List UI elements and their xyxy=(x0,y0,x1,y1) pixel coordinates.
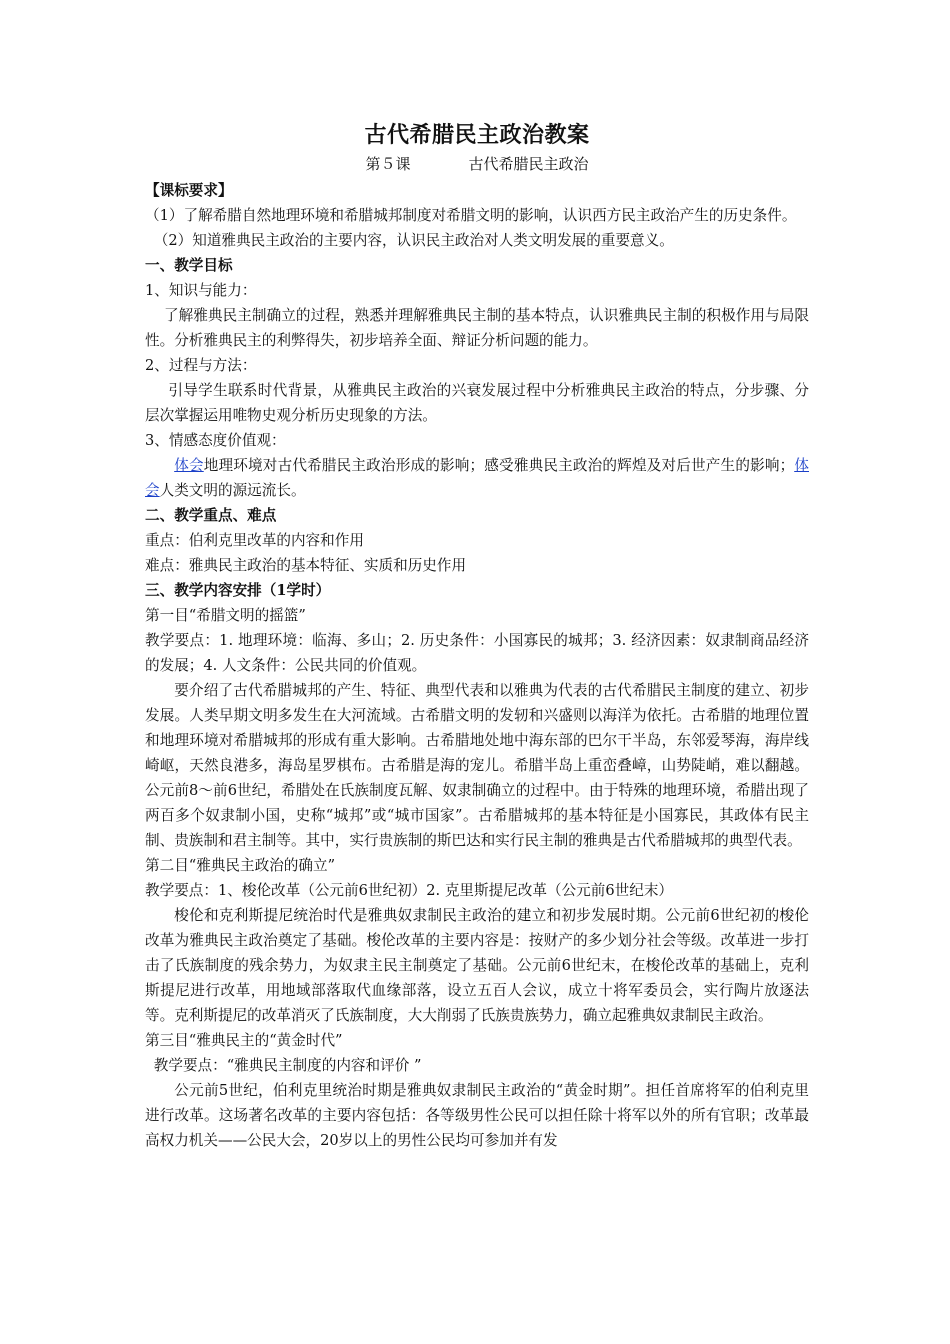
values-text-2: 人类文明的源远流长。 xyxy=(159,482,306,499)
part3-body: 公元前5世纪，伯利克里统治时期是雅典奴隶制民主政治的“黄金时期”。担任首席将军的伯利克里进行改革。这场著名改革的主要内容包括：各等级男性公民可以担任除十将军以外的所有官职；改革最高权力机关——公民大会，20岁以上的男性公民均可参加并有发 xyxy=(145,1082,809,1149)
objective-process-heading: 2、过程与方法： xyxy=(145,357,257,374)
document-subtitle xyxy=(145,152,809,176)
requirement-2: （2）知道雅典民主政治的主要内容，认识民主政治对人类文明发展的重要意义。 xyxy=(153,232,674,249)
objective-values-body xyxy=(145,453,809,503)
section-content-arrangement: 三、教学内容安排（1学时） xyxy=(145,582,331,599)
values-text-1: 地理环境对古代希腊民主政治形成的影响；感受雅典民主政治的辉煌及对后世产生的影响； xyxy=(203,457,795,474)
part1-points: 教学要点：1. 地理环境：临海、多山；2. 历史条件：小国寡民的城邦；3. 经济因素：奴隶制商品经济的发展；4. 人文条件：公民共同的价值观。 xyxy=(145,632,809,674)
part3-points: 教学要点：“雅典民主制度的内容和评价 ” xyxy=(153,1057,422,1074)
part2-points: 教学要点：1、梭伦改革（公元前6世纪初）2. 克里斯提尼改革（公元前6世纪末） xyxy=(145,882,674,899)
key-point: 重点：伯利克里改革的内容和作用 xyxy=(145,532,364,549)
objective-knowledge-body: 了解雅典民主制确立的过程，熟悉并理解雅典民主制的基本特点，认识雅典民主制的积极作用与局限性。分析雅典民主的利弊得失，初步培养全面、辩证分析问题的能力。 xyxy=(145,307,809,349)
link-tihui-2[interactable]: 体会 xyxy=(145,457,809,499)
objective-knowledge-heading: 1、知识与能力： xyxy=(145,282,257,299)
objective-values-heading: 3、情感态度价值观： xyxy=(145,432,286,449)
difficult-point: 难点：雅典民主政治的基本特征、实质和历史作用 xyxy=(145,557,467,574)
document-title: 古代希腊民主政治教案 xyxy=(364,122,590,148)
link-tihui-1[interactable]: 体会 xyxy=(174,457,204,474)
part3-title: 第三目“雅典民主的“黄金时代” xyxy=(145,1032,343,1049)
lesson-number: 第５课 xyxy=(365,155,411,173)
requirement-1: （1）了解希腊自然地理环境和希腊城邦制度对希腊文明的影响，认识西方民主政治产生的历史条件。 xyxy=(145,207,797,224)
lesson-name: 古代希腊民主政治 xyxy=(468,155,589,173)
part2-body: 梭伦和克利斯提尼统治时代是雅典奴隶制民主政治的建立和初步发展时期。公元前6世纪初的梭伦改革为雅典民主政治奠定了基础。梭伦改革的主要内容是：按财产的多少划分社会等级。改革进一步打击了氏族制度的残余势力，为奴隶主民主制奠定了基础。公元前6世纪末，在梭伦改革的基础上，克利斯提尼进行改革，用地域部落取代血缘部落，设立五百人会议，成立十将军委员会，实行陶片放逐法等。克利斯提尼的改革消灭了氏族制度，大大削弱了氏族贵族势力，确立起雅典奴隶制民主政治。 xyxy=(145,907,809,1024)
section-teaching-objectives: 一、教学目标 xyxy=(145,257,233,274)
objective-process-body: 引导学生联系时代背景，从雅典民主政治的兴衰发展过程中分析雅典民主政治的特点，分步骤、分层次掌握运用唯物史观分析历史现象的方法。 xyxy=(145,382,809,424)
section-curriculum-requirements: 【课标要求】 xyxy=(145,182,233,199)
part1-body: 要介绍了古代希腊城邦的产生、特征、典型代表和以雅典为代表的古代希腊民主制度的建立、初步发展。人类早期文明多发生在大河流域。古希腊文明的发轫和兴盛则以海洋为依托。古希腊的地理位置和地理环境对希腊城邦的形成有重大影响。古希腊地处地中海东部的巴尔干半岛，东邻爱琴海，海岸线崎岖，天然良港多，海岛星罗棋布。古希腊是海的宠儿。希腊半岛上重峦叠嶂，山势陡峭，难以翻越。公元前8～前6世纪，希腊处在氏族制度瓦解、奴隶制确立的过程中。由于特殊的地理环境，希腊出现了两百多个奴隶制小国，史称“城邦”或“城市国家”。古希腊城邦的基本特征是小国寡民，其政体有民主制、贵族制和君主制等。其中，实行贵族制的斯巴达和实行民主制的雅典是古代希腊城邦的典型代表。 xyxy=(145,682,809,849)
document-page xyxy=(145,118,809,1153)
part1-title: 第一目“希腊文明的摇篮” xyxy=(145,607,306,624)
part2-title: 第二目“雅典民主政治的确立” xyxy=(145,857,336,874)
section-key-points: 二、教学重点、难点 xyxy=(145,507,277,524)
